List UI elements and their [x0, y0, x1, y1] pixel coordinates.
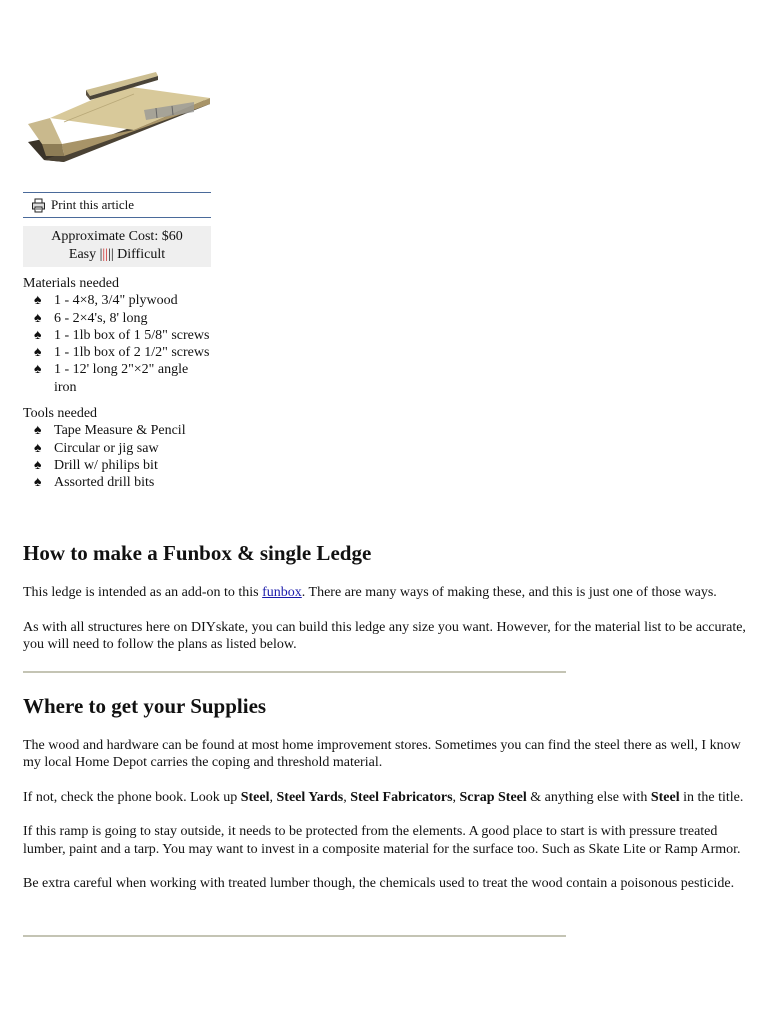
spade-bullet-icon: ♠	[34, 423, 42, 439]
funbox-ledge-image	[24, 64, 214, 164]
section-title-funbox: How to make a Funbox & single Ledge	[23, 541, 372, 565]
spade-bullet-icon: ♠	[34, 293, 42, 309]
paragraph: If not, check the phone book. Look up Steel, Steel Yards, Steel Fabricators, Scrap Steel & anything else with Steel in the title.	[23, 789, 744, 805]
divider	[23, 671, 566, 673]
section-title-supplies: Where to get your Supplies	[23, 693, 267, 718]
sidebar	[23, 192, 211, 492]
cost-difficulty-box	[23, 226, 211, 267]
tools-heading: Tools needed	[23, 406, 98, 422]
list-item: ♠ 6 - 2×4's, 8' long	[34, 310, 148, 326]
tools-list	[23, 422, 211, 491]
list-item: ♠ Drill w/ philips bit	[34, 457, 158, 473]
spade-bullet-icon: ♠	[34, 362, 42, 378]
article-body	[23, 540, 748, 937]
list-item: ♠ 1 - 1lb box of 1 5/8" screws	[34, 327, 210, 343]
paragraph: This ledge is intended as an add-on to this funbox. There are many ways of making these, and this is just one of those ways.	[23, 585, 717, 600]
list-item: ♠ 1 - 12' long 2"×2" angle iron	[34, 362, 189, 395]
printer-icon	[31, 198, 46, 213]
materials-list	[23, 292, 211, 396]
paragraph: The wood and hardware can be found at most home improvement stores. Sometimes you can find the steel there as well, I know my local Home Depot carries the coping and threshold material.	[23, 737, 741, 770]
spade-bullet-icon: ♠	[34, 457, 42, 473]
spade-bullet-icon: ♠	[34, 475, 42, 491]
list-item: ♠ Circular or jig saw	[34, 440, 159, 456]
paragraph: If this ramp is going to stay outside, it needs to be protected from the elements. A good place to start is with pressure treated lumber, paint and a tarp. You may want to invest in a composite material for the surface too. Such as Skate Lite or Ramp Armor.	[23, 824, 741, 857]
list-item: ♠ Tape Measure & Pencil	[34, 423, 186, 439]
difficulty-scale: Easy ||||| Difficult	[68, 247, 166, 262]
approximate-cost: Approximate Cost: $60	[51, 229, 183, 244]
print-article-link[interactable]	[23, 192, 211, 218]
spade-bullet-icon: ♠	[34, 440, 42, 456]
spade-bullet-icon: ♠	[34, 327, 42, 343]
list-item: ♠ 1 - 4×8, 3/4" plywood	[34, 293, 178, 309]
divider	[23, 935, 566, 937]
spade-bullet-icon: ♠	[34, 310, 42, 326]
spade-bullet-icon: ♠	[34, 345, 42, 361]
list-item: ♠ 1 - 1lb box of 2 1/2" screws	[34, 345, 210, 361]
paragraph: As with all structures here on DIYskate, you can build this ledge any size you want. However, for the material list to be accurate, you will need to follow the plans as listed below.	[23, 619, 746, 652]
list-item: ♠ Assorted drill bits	[34, 475, 155, 491]
print-article-label[interactable]: Print this article	[51, 197, 135, 213]
funbox-link[interactable]: funbox	[262, 585, 302, 600]
paragraph: Be extra careful when working with treated lumber though, the chemicals used to treat the wood contain a poisonous pesticide.	[23, 876, 735, 891]
materials-heading: Materials needed	[23, 276, 120, 291]
